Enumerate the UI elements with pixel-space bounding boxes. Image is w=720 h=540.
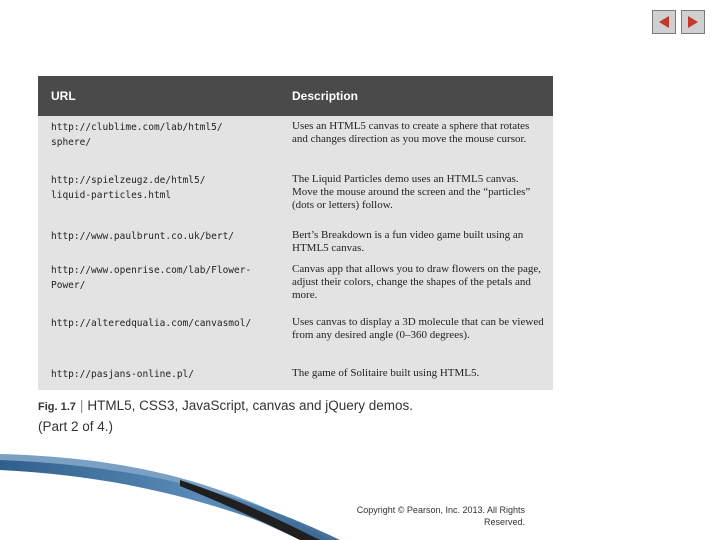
table-row	[38, 172, 553, 228]
triangle-left-icon	[656, 14, 672, 30]
table-header	[38, 76, 553, 116]
url-cell: http://alteredqualia.com/canvasmol/	[51, 318, 252, 329]
caption-text: HTML5, CSS3, JavaScript, canvas and jQuery demos.	[87, 398, 414, 413]
table-row	[38, 116, 553, 172]
table-row	[38, 262, 553, 314]
description-cell: The game of Solitaire built using HTML5.	[292, 367, 480, 379]
url-cell: http://www.openrise.com/lab/Flower- Power/	[51, 265, 252, 291]
url-cell: http://clublime.com/lab/html5/ sphere/	[51, 122, 223, 148]
description-cell: The Liquid Particles demo uses an HTML5 canvas. Move the mouse around the screen and the “particles” (dots or letters) follow.	[292, 173, 531, 211]
demos-table	[38, 76, 553, 390]
url-cell: http://pasjans-online.pl/	[51, 369, 194, 380]
next-slide-button[interactable]	[681, 10, 705, 34]
table-row	[38, 366, 553, 388]
description-cell: Uses canvas to display a 3D molecule that can be viewed from any desired angle (0–360 degrees).	[292, 316, 544, 341]
url-cell: http://www.paulbrunt.co.uk/bert/	[51, 231, 235, 242]
table-row	[38, 314, 553, 366]
slide-navigation	[652, 10, 705, 34]
table-row	[38, 228, 553, 262]
caption-part: (Part 2 of 4.)	[38, 419, 114, 434]
copyright-notice: Copyright © Pearson, Inc. 2013. All Rights Reserved.	[356, 505, 525, 527]
previous-slide-button[interactable]	[652, 10, 676, 34]
description-cell: Uses an HTML5 canvas to create a sphere that rotates and changes direction as you move the mouse cursor.	[292, 120, 530, 145]
figure-caption	[38, 396, 508, 436]
description-cell: Canvas app that allows you to draw flowers on the page, adjust their colors, change the shapes of the petals and more.	[292, 263, 541, 301]
description-cell: Bert’s Breakdown is a fun video game built using an HTML5 canvas.	[292, 229, 524, 254]
figure-number: Fig. 1.7	[38, 401, 76, 413]
triangle-right-icon	[685, 14, 701, 30]
url-cell: http://spielzeugz.de/html5/ liquid-particles.html	[51, 175, 206, 201]
url-column-header: URL	[51, 89, 76, 103]
caption-separator: |	[79, 398, 84, 413]
description-column-header: Description	[292, 89, 359, 103]
